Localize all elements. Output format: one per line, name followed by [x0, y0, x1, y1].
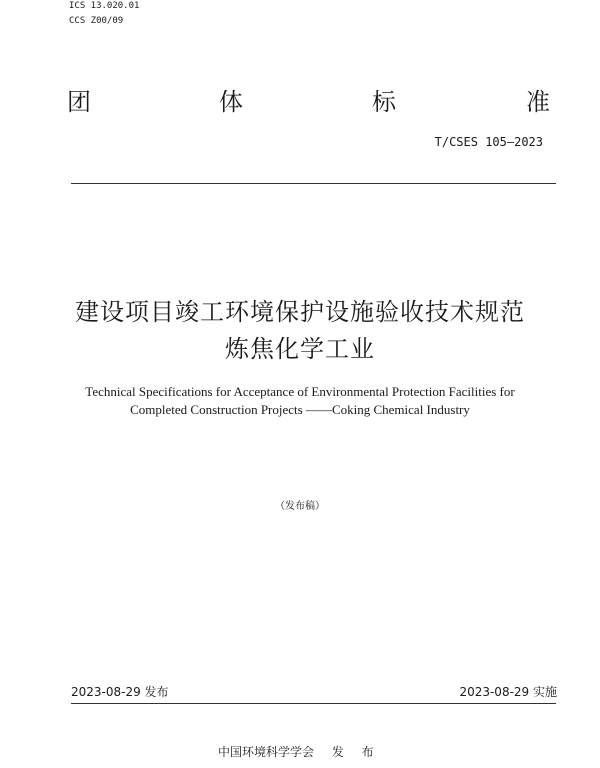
footer-divider [71, 703, 556, 704]
publisher: 中国环境科学学会 发 布 [218, 745, 374, 759]
title-cn-line1: 建设项目竣工环境保护设施验收技术规范 [75, 298, 525, 326]
issue-date: 2023-08-29 发布 [71, 685, 169, 699]
title-en-line2: Completed Construction Projects ——Coking Chemical Industry [130, 402, 470, 417]
header-divider [71, 183, 556, 184]
standard-type-char: 标 [372, 88, 396, 116]
draft-status: （发布稿） [275, 501, 325, 512]
standard-type-char: 团 [67, 88, 91, 116]
title-cn-line2: 炼焦化学工业 [225, 335, 375, 363]
title-en-line1: Technical Specifications for Acceptance of Environmental Protection Facilities for [85, 384, 515, 399]
standard-type-char: 准 [526, 88, 550, 116]
ccs-code: CCS Z00/09 [69, 16, 124, 26]
ics-code: ICS 13.020.01 [69, 1, 140, 11]
standard-number: T/CSES 105—2023 [434, 135, 543, 149]
implementation-date: 2023-08-29 实施 [459, 685, 557, 699]
standard-type-char: 体 [219, 88, 243, 116]
